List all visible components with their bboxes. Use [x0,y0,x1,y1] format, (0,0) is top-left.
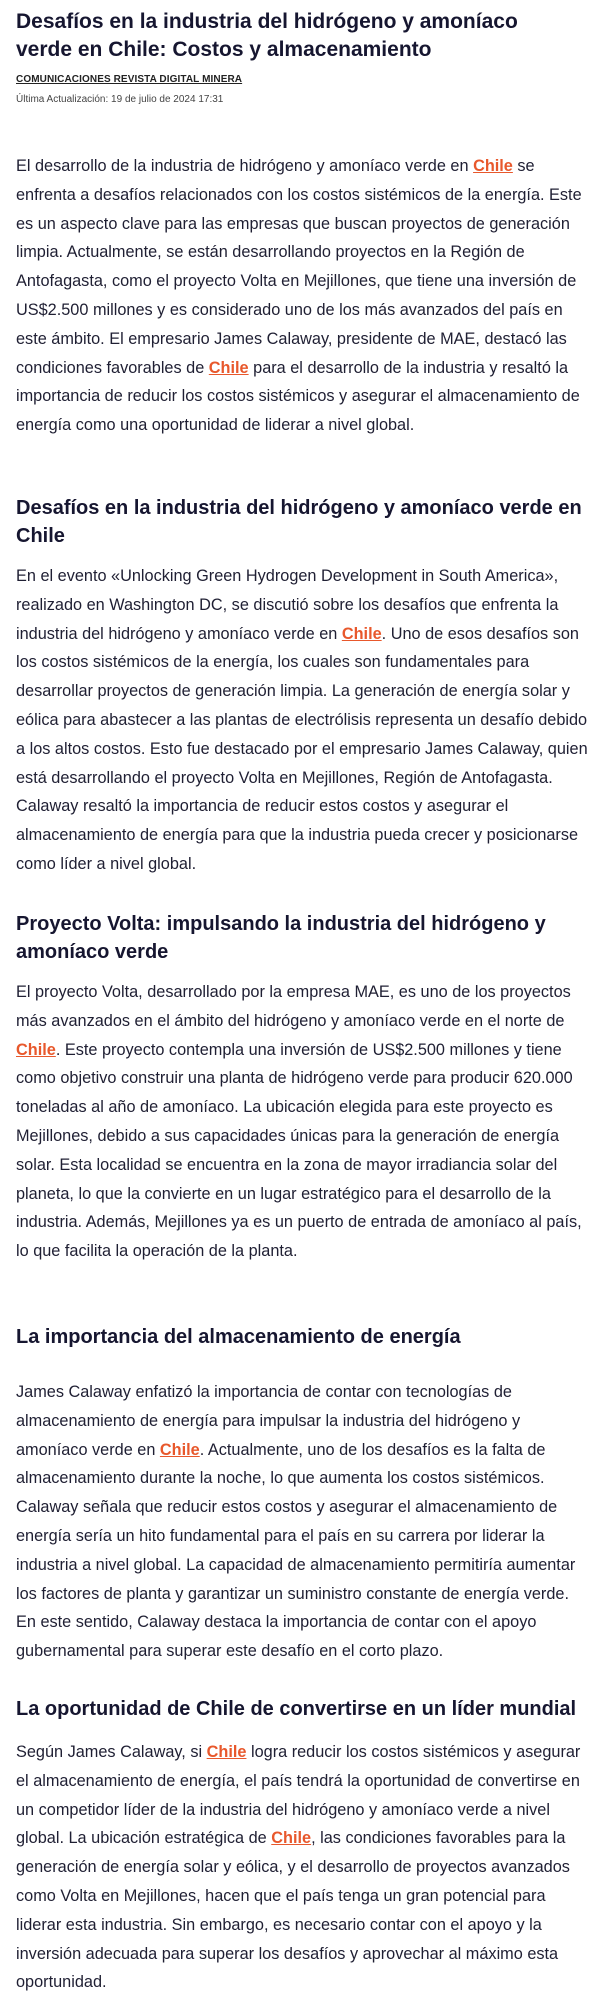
chile-link[interactable]: Chile [271,1829,312,1848]
chile-link[interactable]: Chile [341,624,382,643]
chile-link[interactable]: Chile [206,1743,247,1761]
chile-link[interactable]: Chile [16,1040,56,1059]
section-oportunidad-paragraph [16,1738,592,1997]
section-almacenamiento-paragraph [16,1378,592,1666]
section-text: . Actualmente, uno de los desafíos es la falta de almacenamiento durante la noche, lo que aumenta los costos sistémicos. Calaway señala que reducir estos costos y asegurar el almacenamiento de energía sería un hito fundamental para el país en su carrera por liderar la industria a nivel global. La capacidad de almacenamiento permitiría aumentar los factores de planta y garantizar un suministro constante de energía verde. En este sentido, Calaway destaca la importancia de contar con el apoyo gubernamental para superar este desafío en el corto plazo. [16,1440,576,1661]
section-desafios-paragraph [16,562,592,879]
chile-link[interactable]: Chile [159,1440,200,1459]
section-text: . Uno de esos desafíos son los costos sistémicos de la energía, los cuales son fundamentales para desarrollar proyectos de generación limpia. La generación de energía solar y eólica para abastecer a las plantas de electrólisis representa un desafío debido a los altos costos. Esto fue destacado por el empresario James Calaway, quien está desarrollando el proyecto Volta en Mejillones, Región de Antofagasta. Calaway resaltó la importancia de reducir estos costos y asegurar el almacenamiento de energía para que la industria pueda crecer y posicionarse como líder a nivel global. [16,624,588,873]
intro-text-3: para el desarrollo de la industria y resaltó la importancia de reducir los costos sistémicos y asegurar el almacenamiento de energía como una oportunidad de liderar a nivel global. [16,358,580,435]
section-text: . Este proyecto contempla una inversión de US$2.500 millones y tiene como objetivo construir una planta de hidrógeno verde para producir 620.000 toneladas al año de amoníaco. La ubicación elegida para este proyecto es Mejillones, debido a sus capacidades únicas para la generación de energía solar. Esta localidad se encuentra en la zona de mayor irradiancia solar del planeta, lo que la convierte en un lugar estratégico para el desarrollo de la industria. Además, Mejillones ya es un puerto de entrada de amoníaco al país, lo que facilita la operación de la planta. [16,1040,582,1261]
intro-paragraph [16,152,592,440]
section-text: Según James Calaway, si [16,1743,207,1761]
section-text: logra reducir los costos sistémicos y asegurar el almacenamiento de energía, el país tendrá la oportunidad de convertirse en un competidor líder de la industria del hidrógeno y amoníaco verde a nivel global. La ubicación estratégica de [16,1743,581,1848]
section-text: James Calaway enfatizó la importancia de contar con tecnologías de almacenamiento de energía para impulsar la industria del hidrógeno y amoníaco verde en [16,1383,521,1459]
author-link[interactable]: COMUNICACIONES REVISTA DIGITAL MINERA [16,74,243,85]
chile-link[interactable]: Chile [208,358,249,377]
section-text: El proyecto Volta, desarrollado por la empresa MAE, es uno de los proyectos más avanzados en el ámbito del hidrógeno y amoníaco verde en el norte de [16,983,571,1030]
section-text: En el evento «Unlocking Green Hydrogen Development in South America», realizado en Washington DC, se discutió sobre los desafíos que enfrenta la industria del hidrógeno y amoníaco verde en [16,567,559,643]
section-heading-desafios: Desafíos en la industria del hidrógeno y amoníaco verde en Chile [16,497,582,547]
chile-link[interactable]: Chile [473,157,513,175]
section-volta-paragraph [16,978,592,1266]
intro-text-1: El desarrollo de la industria de hidrógeno y amoníaco verde en [16,157,474,175]
section-heading-oportunidad: La oportunidad de Chile de convertirse en un líder mundial [16,1698,577,1720]
section-heading-volta: Proyecto Volta: impulsando la industria del hidrógeno y amoníaco verde [16,913,546,963]
section-text: , las condiciones favorables para la generación de energía solar y eólica, y el desarrollo de proyectos avanzados como Volta en Mejillones, hacen que el país tenga un gran potencial para liderar esta industria. Sin embargo, es necesario contar con el apoyo y la inversión adecuada para superar los desafíos y aprovechar al máximo esta oportunidad. [16,1829,570,1992]
section-heading-almacenamiento: La importancia del almacenamiento de energía [16,1326,461,1348]
intro-text-2: se enfrenta a desafíos relacionados con los costos sistémicos de la energía. Este es un aspecto clave para las empresas que buscan proyectos de generación limpia. Actualmente, se están desarrollando proyectos en la Región de Antofagasta, como el proyecto Volta en Mejillones, que tiene una inversión de US$2.500 millones y es considerado uno de los más avanzados del país en este ámbito. El empresario James Calaway, presidente de MAE, destacó las condiciones favorables de [16,157,582,377]
last-updated: Última Actualización: 19 de julio de 2024 17:31 [16,94,224,105]
article-title: Desafíos en la industria del hidrógeno y amoníaco verde en Chile: Costos y almacenamiento [16,10,518,61]
